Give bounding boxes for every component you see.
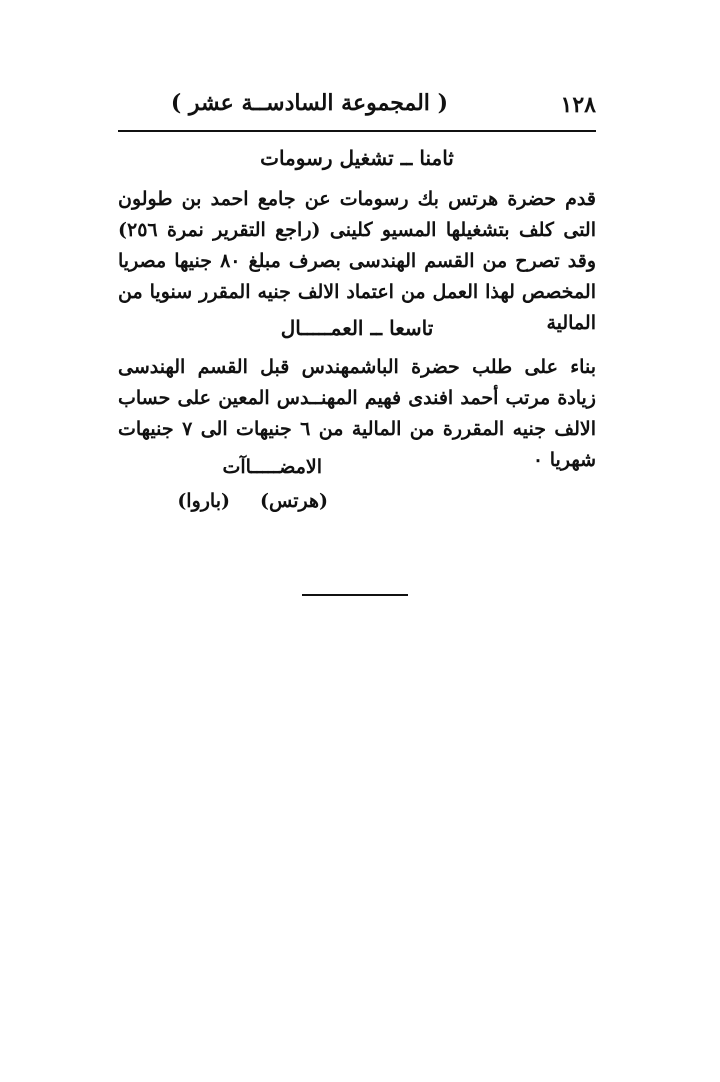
signature-herz: (هرتس) (260, 490, 328, 512)
signatures-block (150, 456, 350, 526)
header-rule (118, 130, 596, 132)
page-header (118, 88, 596, 128)
paragraph-workers: بناء على طلب حضرة الباشمهندس قبل القسم الهندسى زيادة مرتب أحمد افندى فهيم المهنــدس المعين على حساب الالف جنيه المقررة من المالية من ٦ جنيهات الى ٧ جنيهات شهريا ٠ (118, 356, 596, 471)
running-title: ( المجموعة السادســة عشر ) (170, 90, 448, 116)
end-rule (302, 594, 408, 596)
section-heading-drawings: ثامنا ــ تشغيل رسومات (260, 146, 454, 170)
section-heading-workers: تاسعا ــ العمـــــال (280, 316, 434, 340)
page-number: ١٢٨ (560, 92, 596, 118)
paragraph-drawings: قدم حضرة هرتس بك رسومات عن جامع احمد بن طولون التى كلف بتشغيلها المسيو كلينى (راجع التقرير نمرة ٢٥٦) وقد تصرح من القسم الهندسى بصرف مبلغ ٨٠ جنيها مصريا المخصص لهذا العمل من اعتماد الالف جنيه المقرر سنويا من المالية (118, 188, 596, 334)
signature-barois: (باروا) (177, 490, 230, 512)
signatures-label: الامضـــــاآت (222, 456, 322, 478)
